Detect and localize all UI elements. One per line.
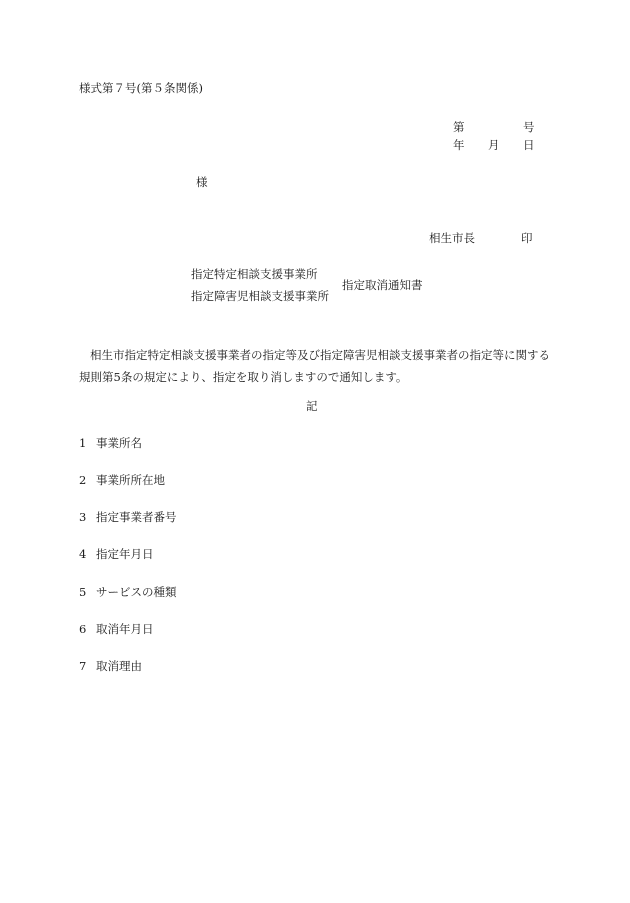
date-year: 年 — [453, 138, 465, 152]
item-label-operator-number: 指定事業者番号 — [96, 510, 177, 524]
item-label-facility-name: 事業所名 — [96, 436, 142, 450]
item-label-facility-address: 事業所所在地 — [96, 473, 165, 487]
facility-type-specific: 指定特定相談支援事業所 — [191, 267, 318, 281]
date-month: 月 — [488, 138, 500, 152]
ki-heading: 記 — [306, 399, 318, 413]
number-suffix: 号 — [523, 120, 535, 134]
sender-seal: 印 — [521, 231, 533, 245]
item-number: 1 — [79, 436, 87, 450]
item-number: 7 — [79, 659, 87, 673]
item-label-cancellation-reason: 取消理由 — [96, 659, 142, 673]
item-number: 2 — [79, 473, 87, 487]
document-title: 指定取消通知書 — [342, 278, 423, 292]
sender-title: 相生市長 — [429, 231, 475, 245]
facility-type-child: 指定障害児相談支援事業所 — [191, 289, 329, 303]
item-label-designation-date: 指定年月日 — [96, 547, 154, 561]
body-paragraph: 相生市指定特定相談支援事業者の指定等及び指定障害児相談支援事業者の指定等に関する規則第5条の規定により、指定を取り消しますので通知します。 — [79, 348, 550, 384]
number-prefix: 第 — [453, 120, 465, 134]
item-label-cancellation-date: 取消年月日 — [96, 622, 154, 636]
item-number: 3 — [79, 510, 87, 524]
item-number: 6 — [79, 622, 87, 636]
item-number: 5 — [79, 585, 87, 599]
date-day: 日 — [523, 138, 535, 152]
addressee-suffix: 様 — [196, 175, 208, 189]
item-number: 4 — [79, 547, 87, 561]
item-label-service-type: サービスの種類 — [96, 585, 177, 599]
form-label: 様式第７号(第５条関係) — [79, 81, 203, 95]
